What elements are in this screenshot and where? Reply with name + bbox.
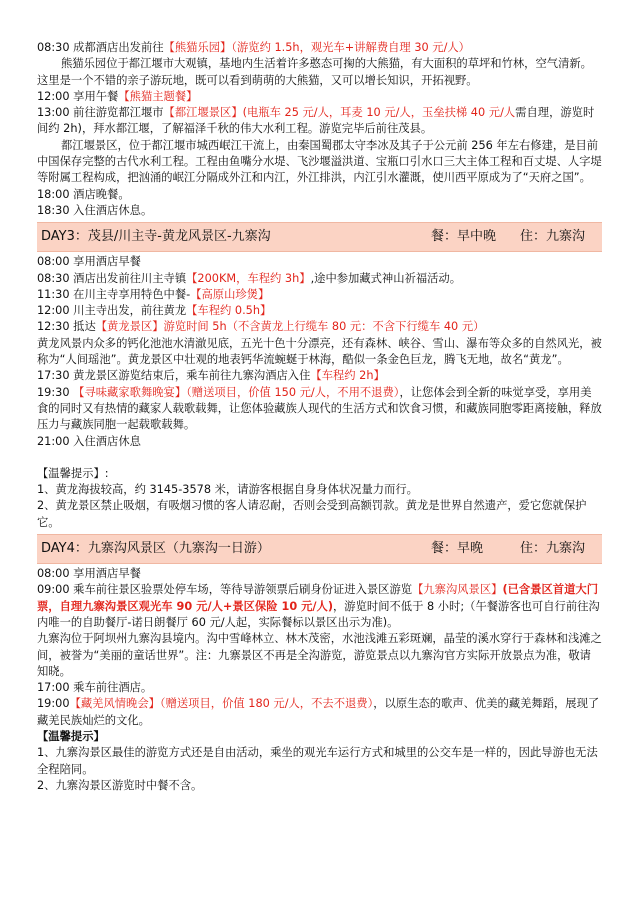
day2-line: 08:30 成都酒店出发前往【熊猫乐园】（游览约 1.5h，观光车+讲解费自理 30 元/人） — [37, 41, 470, 54]
day3-line: 11:30 在川主寺享用特色中餐-【高原山珍煲】 — [37, 287, 270, 301]
day3-line: 21:00 入住酒店休息 — [37, 434, 141, 448]
tip-item: 2、黄龙景区禁止吸烟，有吸烟习惯的客人请忍耐，否则会受到高额罚款。黄龙是世界自然遗产，爱它您就保护它。 — [37, 499, 587, 529]
day3-header-bar — [37, 222, 602, 252]
day4-description: 九寨沟位于阿坝州九寨沟县境内。沟中雪峰林立、林木茂密，水池浅滩五彩斑斓，晶莹的溪水穿行于森林和浅滩之间，被誉为“美丽的童话世界”。注：九寨景区不再是全沟游览，游览景点以九寨沟官方实际开放景点为准，敬请知晓。 — [37, 632, 602, 678]
day3-line: 12:30 抵达【黄龙景区】游览时间 5h（不含黄龙上行缆车 80 元：不含下行缆车 40 元） — [37, 320, 485, 334]
itinerary-content — [37, 40, 602, 794]
day3-line: 17:30 黄龙景区游览结束后，乘车前往九寨沟酒店入住【车程约 2h】 — [37, 369, 385, 383]
day2-description: 熊猫乐园位于都江堰市大观镇，基地内生活着许多憨态可掬的大熊猫，有大面积的草坪和竹林，空气清新。这里是一个不错的亲子游玩地，既可以看到萌萌的大熊猫，又可以增长知识，开拓视野。 — [37, 57, 592, 87]
day3-title: DAY3：茂县/川主寺-黄龙风景区-九寨沟 — [41, 229, 271, 245]
day2-line: 13:00 前往游览都江堰市【都江堰景区】(电瓶车 25 元/人，耳麦 10 元/人，玉垒扶梯 40 元/人需自理，游览时间约 2h)，拜水都江堰，了解福泽千秋的伟大水利工程。游览完毕后前往茂县。 — [37, 106, 595, 136]
day2-description: 都江堰景区，位于都江堰市城西岷江干流上，由秦国蜀郡太守李冰及其子于公元前 256 年左右修建，是目前中国保存完整的古代水利工程。工程由鱼嘴分水堤、飞沙堰溢洪道、宝瓶口引水口三大主体工程和百丈堤、人字堤等附属工程构成，把汹涌的岷江分隔成外江和内江，外江排洪，内江引水灌溉，使川西平原成为了“天府之国”。 — [37, 138, 602, 185]
day2-line: 12:00 享用午餐【熊猫主题餐】 — [37, 89, 198, 103]
day3-description: 黄龙风景内众多的钙化池池水清澈见底，五光十色十分漂亮，还有森林、峡谷、雪山、瀑布等众多的自然风光，被称为“人间瑶池”。黄龙景区中壮观的地表钙华流蜿蜒于林海，酷似一条金色巨龙，腾飞无地，故名“黄龙”。 — [37, 336, 602, 367]
day4-title: DAY4：九寨沟风景区（九寨沟一日游） — [41, 540, 270, 556]
day3-section — [37, 254, 602, 450]
day3-lodging: 住：九寨沟 — [520, 229, 586, 245]
day2-line: 18:30 入住酒店休息。 — [37, 203, 153, 217]
day3-line: 08:30 酒店出发前往川主寺镇【200KM，车程约 3h】,途中参加藏式神山祈福活动。 — [37, 271, 462, 285]
day4-line: 08:00 享用酒店早餐 — [37, 567, 141, 581]
tips-2 — [37, 729, 602, 794]
tip-item: 1、九寨沟景区最佳的游览方式还是自由活动，乘坐的观光车运行方式和城里的公交车是一样的，因此导游也无法全程陪同。 — [37, 746, 598, 776]
day2-section — [37, 40, 602, 219]
tips-1 — [37, 466, 602, 531]
tip-item: 1、黄龙海拔较高，约 3145-3578 米，请游客根据自身身体状况量力而行。 — [37, 483, 418, 497]
tips-title: 【温馨提示】: — [37, 466, 109, 480]
day2-line: 18:00 酒店晚餐。 — [37, 187, 130, 201]
day4-lodging: 住：九寨沟 — [520, 540, 586, 556]
day4-section — [37, 566, 602, 729]
tips-title: 【温馨提示】 — [37, 729, 105, 743]
day4-header-bar — [37, 534, 602, 564]
day3-line: 08:00 享用酒店早餐 — [37, 255, 141, 269]
day4-line: 19:00【藏羌风情晚会】（赠送项目，价值 180 元/人，不去不退费），以原生态的歌声、优美的藏羌舞蹈，展现了藏羌民族灿烂的文化。 — [37, 697, 600, 727]
day4-line: 17:00 乘车前往酒店。 — [37, 681, 153, 695]
day4-meals: 餐：早晚 — [431, 540, 484, 556]
tip-item: 2、九寨沟景区游览时中餐不含。 — [37, 778, 203, 792]
day4-line: 09:00 乘车前往景区验票处停车场，等待导游领票后刷身份证进入景区游览【九寨沟风景区】(已含景区首道大门票，自理九寨沟景区观光车 90 元/人+景区保险 10 元/人)，游览时间不低于 8 小时;（午餐游客也可自行前往沟内唯一的自助餐厅-诺日朗餐厅 60 元/人起，实际餐标以景区出示为准)。 — [37, 583, 600, 629]
day3-meals: 餐：早中晚 — [431, 229, 497, 245]
day3-line: 19:30 【寻味藏家歌舞晚宴】（赠送项目，价值 150 元/人，不用不退费），让您体会到全新的味觉享受，享用美食的同时又有热情的藏家人载歌载舞，让您体验藏族人现代的生活方式和饮食习惯，和藏族同胞零距离接触，释放压力与藏族同胞一起载歌载舞。 — [37, 385, 602, 432]
day3-line: 12:00 川主寺出发，前往黄龙【车程约 0.5h】 — [37, 304, 272, 318]
